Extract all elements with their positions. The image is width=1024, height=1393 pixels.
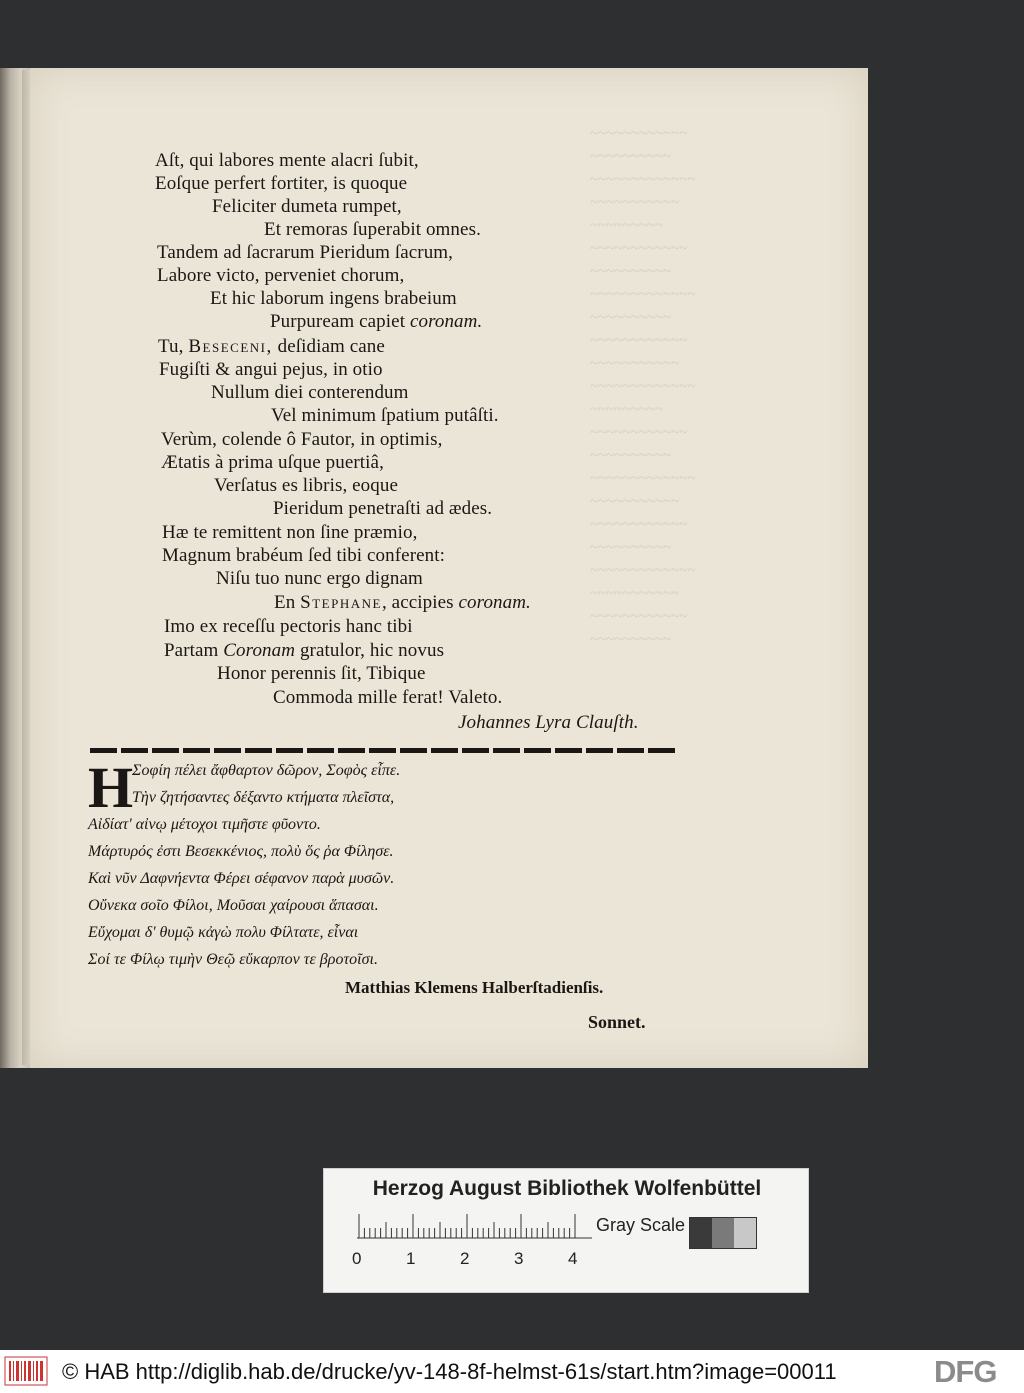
footer-copyright-url[interactable]: © HAB http://diglib.hab.de/drucke/yv-148-8f-helmst-61s/start.htm?image=00011 xyxy=(62,1359,837,1384)
poem-line: Tandem ad ſacrarum Pieridum ſacrum, xyxy=(157,242,454,263)
poem-text: deſidiam cane xyxy=(277,336,385,357)
divider-rule xyxy=(90,748,675,753)
book-page xyxy=(30,68,868,1068)
gray-swatch-light xyxy=(734,1218,756,1248)
greek-line: Οὔνεκα σοῖο Φίλοι, Μοῦσαι χαίρουσι ἅπασαι. xyxy=(88,897,379,914)
poem-text: En xyxy=(274,592,296,613)
gray-swatch-mid xyxy=(712,1218,734,1248)
poem-line: Feliciter dumeta rumpet, xyxy=(212,196,402,217)
poem-line: Niſu tuo nunc ergo dignam xyxy=(216,568,423,589)
poem-line: Verſatus es libris, eoque xyxy=(214,475,399,496)
poem-text: gratulor, hic novus xyxy=(299,640,445,661)
gray-scale-label: Gray Scale xyxy=(596,1215,686,1235)
greek-line: Σοφίη πέλει ἄφθαρτον δῶρον, Σοφὸς εἶπε. xyxy=(132,762,401,779)
catchword: Sonnet. xyxy=(588,1012,646,1032)
poem-line: Labore victo, perveniet chorum, xyxy=(157,265,405,286)
poem-text: Tu, xyxy=(158,336,184,357)
barcode-icon xyxy=(4,1356,48,1386)
poem-line: Eoſque perfert fortiter, is quoque xyxy=(155,173,408,194)
ruler-number: 3 xyxy=(514,1249,524,1268)
poem-line xyxy=(270,311,482,333)
poem-text: , accipies xyxy=(381,592,454,613)
greek-line: Μάρτυρός ἐστι Βεσεκκένιος, πολὺ ὅς ῥα Φίλησε. xyxy=(88,843,394,860)
poem-text: Partam xyxy=(164,640,219,661)
poem-italic-word: coronam. xyxy=(458,592,531,613)
poem-name-beseceni: Beseceni, xyxy=(188,336,273,357)
gray-swatches xyxy=(689,1217,757,1249)
poem-line: Pieridum penetraſti ad ædes. xyxy=(273,498,493,519)
poem-line: Et hic laborum ingens brabeium xyxy=(210,288,457,309)
poem-line: Fugiſti & angui pejus, in otio xyxy=(159,359,383,380)
greek-line: Εὔχομαι δ' θυμῷ κἀγὼ πολυ Φίλτατε, εἶναι xyxy=(88,924,359,941)
greek-signature: Matthias Klemens Halberſtadienſis. xyxy=(345,978,604,997)
poem-signature: Johannes Lyra Clauſth. xyxy=(458,712,639,733)
poem-line xyxy=(164,640,444,662)
poem-line xyxy=(158,336,385,358)
card-title: Herzog August Bibliothek Wolfenbüttel xyxy=(372,1177,762,1200)
poem-line: Hæ te remittent non ſine præmio, xyxy=(162,522,418,543)
poem-italic-word: coronam. xyxy=(409,311,483,332)
poem-line: Vel minimum ſpatium putâſti. xyxy=(271,405,499,426)
poem-line: Et remoras ſuperabit omnes. xyxy=(264,219,481,240)
ruler-number: 4 xyxy=(568,1249,578,1268)
poem-line: Verùm, colende ô Fautor, in optimis, xyxy=(161,429,443,450)
poem-line: Magnum brabéum ſed tibi conferent: xyxy=(162,545,446,566)
poem-line: Imo ex receſſu pectoris hanc tibi xyxy=(164,616,413,637)
greek-line: Τὴν ζητήσαντες δέξαντο κτήματα πλεῖστα, xyxy=(132,789,395,806)
poem-line: Nullum diei conterendum xyxy=(211,382,409,403)
greek-line: Σοί τε Φίλῳ τιμὴν Θεῷ εὔκαρπον τε βροτοῖσι. xyxy=(88,951,378,968)
ruler-numbers xyxy=(348,1249,608,1271)
poem-name-stephane: Stephane xyxy=(300,592,382,613)
poem-italic-word: Coronam xyxy=(223,640,296,661)
ruler-scale xyxy=(357,1213,592,1239)
ruler-number: 0 xyxy=(352,1249,362,1268)
poem-line xyxy=(274,592,531,614)
footer-bar xyxy=(0,1350,1024,1393)
poem-line: Commoda mille ferat! Valeto. xyxy=(273,687,503,708)
dfg-logo: DFG xyxy=(934,1354,997,1389)
drop-initial: H xyxy=(88,755,134,820)
greek-line: Αἰδίατ' αἰνῳ μέτοχοι τιμῆστε φῦοντο. xyxy=(88,816,321,833)
poem-line: Ætatis à prima uſque puertiâ, xyxy=(161,452,384,473)
ruler-number: 2 xyxy=(460,1249,470,1268)
color-reference-card xyxy=(323,1168,809,1293)
poem-line: Aſt, qui labores mente alacri ſubit, xyxy=(155,150,419,171)
ruler-number: 1 xyxy=(406,1249,416,1268)
poem-line: Honor perennis ſit, Tibique xyxy=(217,663,426,684)
greek-line: Καὶ νῦν Δαφνήεντα Φέρει σέφανον παρὰ μυσῶν. xyxy=(88,870,395,887)
show-through-text: ~~~~~~~~~~~~ ~~~~~~~~~~ ~~~~~~~~~~~~~ ~~~~~~~~~~~ ~~~~~~~~~ ~~~~~~~~~~~~ ~~~~~~~~~~ ~~~~~~~~~~~~~ ~~~~~~~~~~ ~~~~~~~~~~~~ ~~~~~~~~~~~ ~~~~~~~~~~~~~ ~~~~~~~~~ ~~~~~~~~~~~~ ~~~~~~~~~~ ~~~~~~~~~~~~~ ~~~~~~~~~~~ ~~~~~~~~~~~~ ~~~~~~~~~~ ~~~~~~~~~~~~~ ~~~~~~~~~~~ ~~~~~~~~~~~~ ~~~~~~~~~~ xyxy=(590,126,696,648)
poem-text: Purpuream capiet xyxy=(270,311,406,332)
gray-swatch-dark xyxy=(690,1218,712,1248)
